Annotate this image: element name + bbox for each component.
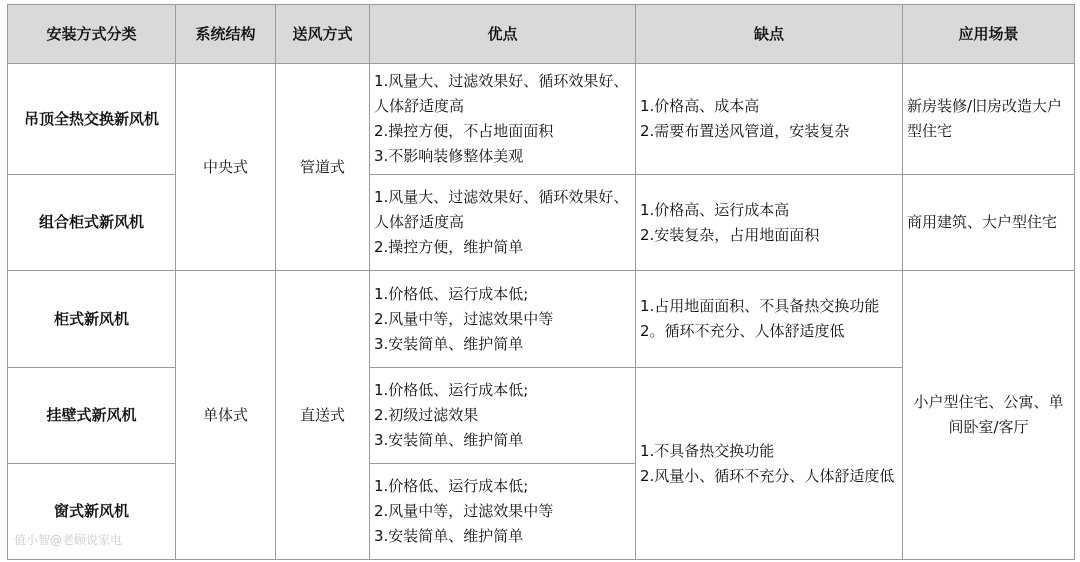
cons-item: 2.风量小、循环不充分、人体舒适度低 [640,466,895,485]
structure-single: 单体式 [176,271,276,560]
pros-item: 2.操控方便，维护简单 [374,238,524,256]
cons-item: 2.需要布置送风管道，安装复杂 [640,122,850,140]
cons-item: 1.价格高、运行成本高 [640,200,790,219]
cons-item: 1.价格高、成本高 [640,97,760,115]
table-row [8,64,1075,175]
cons-cell [636,64,903,175]
watermark: 值小智@老顾说家电 [14,533,123,547]
cons-item: 1.占用地面面积、不具备热交换功能 [640,297,880,315]
pros-item: 2.风量中等，过滤效果中等 [374,502,554,520]
scene-cell-shared: 小户型住宅、公寓、单间卧室/客厅 [903,271,1075,560]
row-name: 挂壁式新风机 [8,368,176,464]
row-name: 组合柜式新风机 [8,175,176,271]
cons-cell [636,175,903,271]
row-name: 窗式新风机 [8,464,176,560]
pros-item: 3.安装简单、维护简单 [374,334,524,353]
pros-item: 2.风量中等，过滤效果中等 [374,309,554,328]
pros-item: 3.安装简单、维护简单 [374,431,524,449]
row-name: 吊顶全热交换新风机 [8,64,176,175]
cons-cell-shared [636,368,903,560]
scene-cell: 商用建筑、大户型住宅 [903,175,1075,271]
row-name: 柜式新风机 [8,271,176,368]
header-structure: 系统结构 [176,5,276,64]
pros-item: 3.安装简单、维护简单 [374,527,524,545]
pros-item: 1.价格低、运行成本低; [374,477,529,495]
pros-cell [370,464,636,560]
header-row [8,5,1075,64]
table-row [8,175,1075,271]
pros-item: 3.不影响装修整体美观 [374,147,524,165]
comparison-table [7,4,1075,560]
header-pros: 优点 [370,5,636,64]
pros-item: 2.初级过滤效果 [374,406,479,424]
header-install-type: 安装方式分类 [8,5,176,64]
header-supply: 送风方式 [276,5,370,64]
structure-central: 中央式 [176,64,276,271]
header-cons: 缺点 [636,5,903,64]
pros-cell [370,64,636,175]
scene-cell: 新房装修/旧房改造大户型住宅 [903,64,1075,175]
pros-item: 1.价格低、运行成本低; [374,284,529,303]
supply-direct: 直送式 [276,271,370,560]
cons-item: 1.不具备热交换功能 [640,441,775,460]
cons-cell [636,271,903,368]
pros-item: 1.价格低、运行成本低; [374,381,529,399]
cons-item: 2。循环不充分、人体舒适度低 [640,322,845,340]
header-scene: 应用场景 [903,5,1075,64]
pros-item: 1.风量大、过滤效果好、循环效果好、人体舒适度高 [374,72,629,115]
pros-cell [370,271,636,368]
table-row [8,271,1075,368]
pros-cell [370,368,636,464]
pros-item: 2.操控方便，不占地面面积 [374,122,554,140]
supply-duct: 管道式 [276,64,370,271]
cons-item: 2.安装复杂，占用地面面积 [640,225,820,244]
pros-item: 1.风量大、过滤效果好、循环效果好、人体舒适度高 [374,188,629,231]
pros-cell [370,175,636,271]
